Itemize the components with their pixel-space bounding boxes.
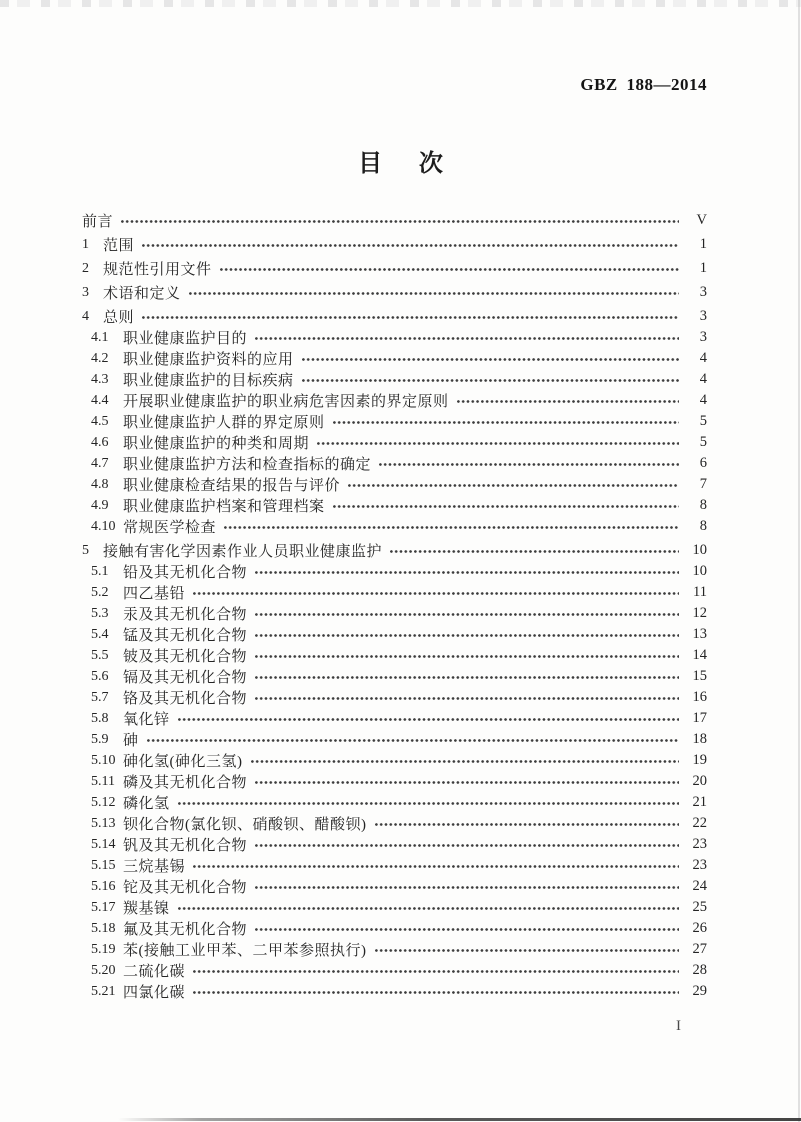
toc-entry-label: 氧化锌 [123, 712, 170, 728]
toc-entry-number: 4.10 [91, 518, 116, 534]
toc-entry-page: 4 [699, 371, 707, 387]
toc-entry-number: 5.5 [91, 647, 109, 663]
toc-entry-page: 3 [699, 308, 707, 324]
scan-artifact-bottom-edge [118, 1118, 801, 1121]
toc-entry [82, 813, 707, 834]
toc-entry-label: 钡化合物(氯化钡、硝酸钡、醋酸钡) [123, 817, 367, 833]
toc-entry-number: 5.2 [91, 584, 109, 600]
toc-entry-page: 28 [692, 962, 707, 978]
toc-entry-page: 4 [699, 350, 707, 366]
dotted-leader [375, 949, 680, 952]
toc-entry [82, 258, 707, 279]
toc-entry-page: 13 [692, 626, 707, 642]
toc-entry-number: 3 [82, 284, 89, 300]
dotted-leader [302, 379, 679, 382]
toc-entry [82, 729, 707, 750]
toc-entry-label: 四氯化碳 [123, 985, 186, 1001]
toc-entry-number: 4 [82, 308, 89, 324]
toc-entry-number: 5.8 [91, 710, 109, 726]
toc-entry-number: 5.7 [91, 689, 109, 705]
toc-entry-number: 5.10 [91, 752, 116, 768]
toc-entry [82, 624, 707, 645]
toc-entry [82, 939, 707, 960]
dotted-leader [255, 886, 679, 889]
toc-entry [82, 495, 707, 516]
toc-entry-number: 5.19 [91, 941, 116, 957]
dotted-leader [255, 697, 679, 700]
toc-entry-number: 5 [82, 542, 89, 558]
toc-entry-page: 1 [699, 260, 707, 276]
toc-entry [82, 453, 707, 474]
toc-entry-label: 钒及其无机化合物 [123, 838, 248, 854]
toc-entry-number: 5.14 [91, 836, 116, 852]
toc-entry [82, 234, 707, 255]
dotted-leader [224, 526, 679, 529]
dotted-leader [375, 823, 680, 826]
toc-entry-page: V [696, 212, 707, 228]
toc-entry [82, 666, 707, 687]
toc-entry-number: 5.3 [91, 605, 109, 621]
toc-entry-page: 20 [692, 773, 707, 789]
dotted-leader [142, 244, 679, 247]
toc-entry-label: 总则 [103, 310, 135, 326]
dotted-leader [379, 463, 679, 466]
toc-entry-number: 4.1 [91, 329, 109, 345]
toc-entry-label: 磷化氢 [123, 796, 170, 812]
toc-entry [82, 771, 707, 792]
toc-entry-number: 4.9 [91, 497, 109, 513]
toc-entry-label: 接触有害化学因素作业人员职业健康监护 [103, 544, 383, 560]
dotted-leader [193, 991, 679, 994]
toc-entry [82, 918, 707, 939]
toc-entry-number: 5.11 [91, 773, 115, 789]
toc-entry-label: 铊及其无机化合物 [123, 880, 248, 896]
standard-code: GBZ 188—2014 [580, 75, 707, 94]
toc-entry [82, 834, 707, 855]
toc-entry-number: 4.8 [91, 476, 109, 492]
toc-entry-label: 砷 [123, 733, 139, 749]
toc-entry-label: 职业健康检查结果的报告与评价 [123, 478, 341, 494]
toc-entry-number: 5.13 [91, 815, 116, 831]
dotted-leader [193, 592, 679, 595]
toc-entry-page: 8 [699, 518, 707, 534]
toc-entry-page: 1 [699, 236, 707, 252]
toc-entry-page: 18 [692, 731, 707, 747]
toc-entry-page: 29 [692, 983, 707, 999]
toc-entry-page: 10 [692, 542, 707, 558]
toc-entry [82, 981, 707, 1002]
dotted-leader [333, 505, 679, 508]
dotted-leader [457, 400, 679, 403]
toc-entry-page: 3 [699, 284, 707, 300]
toc-entry [82, 369, 707, 390]
toc-entry [82, 561, 707, 582]
page-number: I [676, 1018, 682, 1034]
toc-entry-number: 5.16 [91, 878, 116, 894]
toc-entry-page: 12 [692, 605, 707, 621]
toc-entry-label: 职业健康监护档案和管理档案 [123, 499, 325, 515]
dotted-leader [178, 907, 679, 910]
toc-entry-label: 四乙基铅 [123, 586, 186, 602]
toc-entry-label: 汞及其无机化合物 [123, 607, 248, 623]
dotted-leader [302, 358, 679, 361]
dotted-leader [142, 316, 679, 319]
dotted-leader [333, 421, 679, 424]
dotted-leader [255, 571, 679, 574]
toc-entry [82, 306, 707, 327]
dotted-leader [147, 739, 679, 742]
toc-entry-page: 3 [699, 329, 707, 345]
toc-entry-label: 职业健康监护资料的应用 [123, 352, 294, 368]
toc-entry-number: 5.1 [91, 563, 109, 579]
toc-entry [82, 855, 707, 876]
toc-entry-number: 5.9 [91, 731, 109, 747]
toc-entry-page: 23 [692, 836, 707, 852]
toc-entry [82, 687, 707, 708]
toc-entry-page: 5 [699, 413, 707, 429]
toc-entry-label: 氟及其无机化合物 [123, 922, 248, 938]
toc-list [82, 210, 707, 1002]
dotted-leader [255, 634, 679, 637]
dotted-leader [255, 781, 679, 784]
toc-entry-number: 2 [82, 260, 89, 276]
toc-entry-label: 羰基镍 [123, 901, 170, 917]
toc-entry-label: 常规医学检查 [123, 520, 217, 536]
toc-entry-number: 5.17 [91, 899, 116, 915]
toc-entry-number: 4.3 [91, 371, 109, 387]
scan-artifact-top [0, 0, 801, 7]
toc-entry-number: 4.5 [91, 413, 109, 429]
toc-entry-number: 5.18 [91, 920, 116, 936]
toc-entry-label: 磷及其无机化合物 [123, 775, 248, 791]
toc-entry-page: 26 [692, 920, 707, 936]
toc-entry-label: 开展职业健康监护的职业病危害因素的界定原则 [123, 394, 449, 410]
toc-entry-number: 5.4 [91, 626, 109, 642]
toc-entry [82, 432, 707, 453]
toc-entry [82, 645, 707, 666]
toc-entry-label: 锰及其无机化合物 [123, 628, 248, 644]
toc-entry [82, 348, 707, 369]
dotted-leader [255, 928, 679, 931]
toc-entry [82, 516, 707, 537]
toc-entry-page: 19 [692, 752, 707, 768]
toc-entry-page: 17 [692, 710, 707, 726]
toc-entry-label: 职业健康监护方法和检查指标的确定 [123, 457, 372, 473]
dotted-leader [255, 844, 679, 847]
dotted-leader [255, 676, 679, 679]
dotted-leader [193, 865, 679, 868]
toc-entry [82, 540, 707, 561]
dotted-leader [251, 760, 680, 763]
dotted-leader [390, 550, 679, 553]
toc-entry-page: 7 [699, 476, 707, 492]
toc-entry-number: 5.12 [91, 794, 116, 810]
toc-entry-page: 6 [699, 455, 707, 471]
toc-entry-label: 镉及其无机化合物 [123, 670, 248, 686]
toc-entry-page: 24 [692, 878, 707, 894]
dotted-leader [348, 484, 679, 487]
toc-entry-page: 22 [692, 815, 707, 831]
toc-entry-number: 4.7 [91, 455, 109, 471]
toc-entry [82, 411, 707, 432]
page-title: 目 次 [358, 150, 443, 177]
toc-entry [82, 390, 707, 411]
toc-entry-label: 铍及其无机化合物 [123, 649, 248, 665]
toc-entry-label: 职业健康监护的种类和周期 [123, 436, 310, 452]
toc-entry-number: 4.2 [91, 350, 109, 366]
toc-entry-number: 5.21 [91, 983, 116, 999]
dotted-leader [178, 718, 679, 721]
toc-entry-number: 5.15 [91, 857, 116, 873]
toc-entry-page: 15 [692, 668, 707, 684]
toc-entry-number: 4.4 [91, 392, 109, 408]
toc-entry-label: 职业健康监护目的 [123, 331, 248, 347]
toc-entry-page: 23 [692, 857, 707, 873]
toc-entry-label: 术语和定义 [103, 286, 181, 302]
toc-entry-page: 27 [692, 941, 707, 957]
toc-entry [82, 708, 707, 729]
toc-entry-label: 前言 [82, 214, 114, 230]
toc-entry [82, 897, 707, 918]
dotted-leader [121, 220, 679, 223]
toc-entry-label: 苯(接触工业甲苯、二甲苯参照执行) [123, 943, 367, 959]
toc-entry-label: 铅及其无机化合物 [123, 565, 248, 581]
dotted-leader [317, 442, 679, 445]
dotted-leader [178, 802, 679, 805]
toc-entry-page: 16 [692, 689, 707, 705]
toc-entry-number: 1 [82, 236, 89, 252]
dotted-leader [189, 292, 679, 295]
toc-entry [82, 210, 707, 231]
dotted-leader [220, 268, 679, 271]
toc-entry-number: 4.6 [91, 434, 109, 450]
toc-entry [82, 603, 707, 624]
toc-entry-page: 8 [699, 497, 707, 513]
toc-entry-page: 14 [692, 647, 707, 663]
toc-entry-number: 5.20 [91, 962, 116, 978]
toc-entry [82, 474, 707, 495]
dotted-leader [255, 655, 679, 658]
toc-entry [82, 876, 707, 897]
toc-entry-label: 砷化氢(砷化三氢) [123, 754, 243, 770]
toc-entry-page: 5 [699, 434, 707, 450]
toc-entry [82, 960, 707, 981]
dotted-leader [193, 970, 679, 973]
toc-entry-label: 铬及其无机化合物 [123, 691, 248, 707]
toc-entry-label: 职业健康监护人群的界定原则 [123, 415, 325, 431]
toc-entry-label: 规范性引用文件 [103, 262, 212, 278]
toc-entry [82, 282, 707, 303]
toc-entry [82, 750, 707, 771]
toc-entry-label: 二硫化碳 [123, 964, 186, 980]
toc-entry [82, 582, 707, 603]
toc-entry-page: 10 [692, 563, 707, 579]
toc-entry-page: 25 [692, 899, 707, 915]
toc-entry-page: 11 [693, 584, 707, 600]
dotted-leader [255, 613, 679, 616]
toc-entry-page: 21 [692, 794, 707, 810]
toc-entry-label: 三烷基锡 [123, 859, 186, 875]
toc-entry-page: 4 [699, 392, 707, 408]
toc-entry-label: 职业健康监护的目标疾病 [123, 373, 294, 389]
toc-entry [82, 792, 707, 813]
toc-entry-number: 5.6 [91, 668, 109, 684]
dotted-leader [255, 337, 679, 340]
toc-entry-label: 范围 [103, 238, 135, 254]
toc-entry [82, 327, 707, 348]
